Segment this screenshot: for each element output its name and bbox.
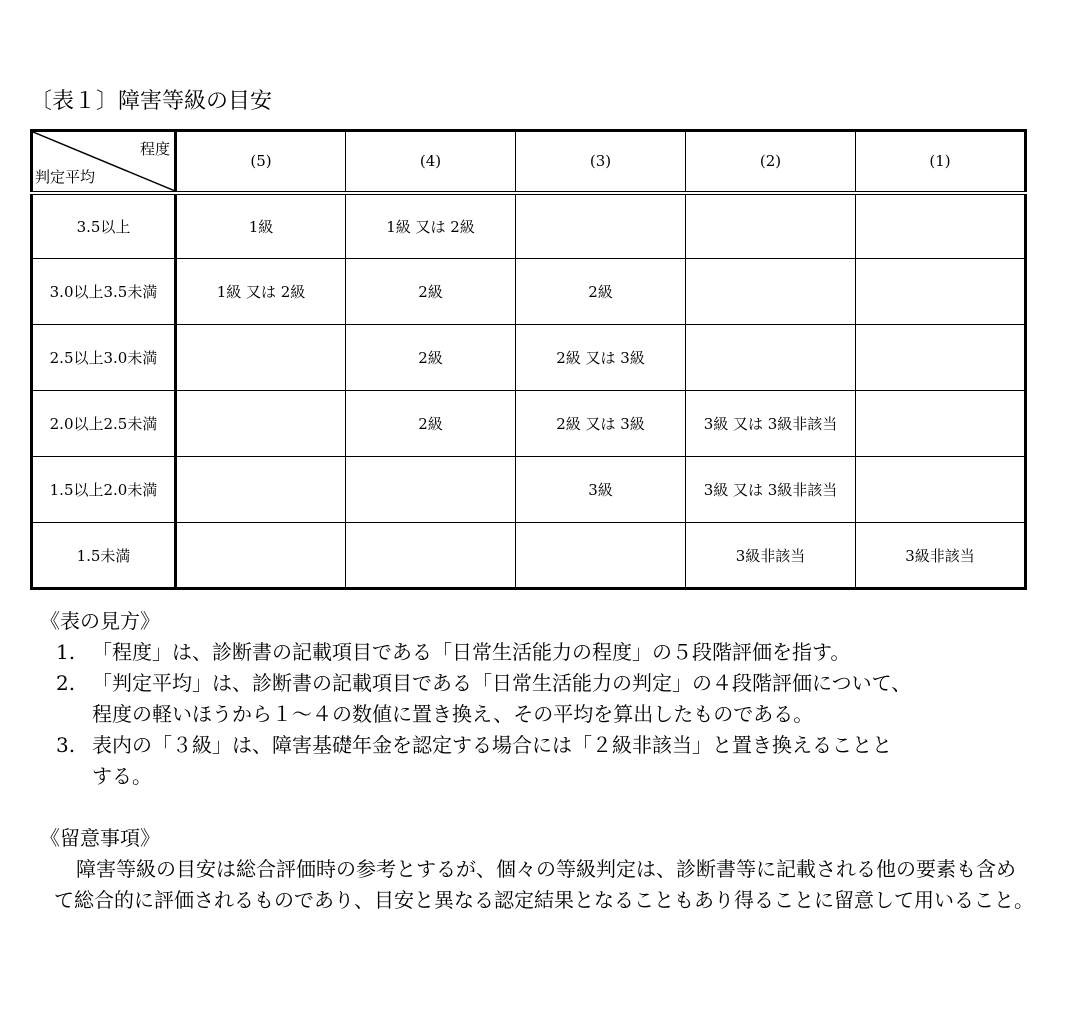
table-cell: 1級 又は 2級 bbox=[176, 259, 346, 325]
table-cell bbox=[686, 193, 856, 259]
note-text: 「判定平均」は、診断書の記載項目である「日常生活能力の判定」の４段階評価について、 程度の軽いほうから１～４の数値に置き換え、その平均を算出したものである。 bbox=[92, 671, 912, 726]
row-label: 3.5以上 bbox=[32, 193, 176, 259]
table-cell bbox=[346, 523, 516, 589]
note-text: 表内の「３級」は、障害基礎年金を認定する場合には「２級非該当」と置き換えることと する。 bbox=[92, 733, 892, 788]
table-cell bbox=[856, 391, 1026, 457]
column-header: (5) bbox=[176, 131, 346, 193]
table-cell bbox=[856, 457, 1026, 523]
table-cell: 2級 又は 3級 bbox=[516, 325, 686, 391]
column-header: (2) bbox=[686, 131, 856, 193]
table-row bbox=[32, 325, 1026, 391]
table-row bbox=[32, 523, 1026, 589]
table-cell: 2級 bbox=[346, 325, 516, 391]
table-cell bbox=[346, 457, 516, 523]
row-label: 2.5以上3.0未満 bbox=[32, 325, 176, 391]
note-number: 2. bbox=[56, 671, 76, 695]
table-row bbox=[32, 259, 1026, 325]
table-title: 〔表１〕障害等級の目安 bbox=[30, 89, 273, 114]
table-cell: 1級 bbox=[176, 193, 346, 259]
note-number: 1. bbox=[56, 640, 76, 664]
table-row bbox=[32, 391, 1026, 457]
table-header-row bbox=[32, 131, 1026, 193]
table-cell: 3級非該当 bbox=[856, 523, 1026, 589]
remarks-text: 障害等級の目安は総合評価時の参考とするが、個々の等級判定は、診断書等に記載される他の要素も含めて総合的に評価されるものであり、目安と異なる認定結果となることもあり得ることに留意して用いること。 bbox=[54, 857, 1034, 912]
notes-section bbox=[40, 606, 1040, 916]
table-cell: 3級非該当 bbox=[686, 523, 856, 589]
table-cell: 3級 又は 3級非該当 bbox=[686, 391, 856, 457]
row-label: 1.5未満 bbox=[32, 523, 176, 589]
note-item bbox=[56, 668, 1040, 730]
corner-header-cell bbox=[32, 131, 176, 193]
row-label: 1.5以上2.0未満 bbox=[32, 457, 176, 523]
table-cell bbox=[856, 193, 1026, 259]
table-cell bbox=[856, 259, 1026, 325]
row-label: 3.0以上3.5未満 bbox=[32, 259, 176, 325]
column-header: (1) bbox=[856, 131, 1026, 193]
column-header: (3) bbox=[516, 131, 686, 193]
table-cell bbox=[686, 325, 856, 391]
table-cell: 1級 又は 2級 bbox=[346, 193, 516, 259]
table-row bbox=[32, 457, 1026, 523]
table-cell bbox=[176, 523, 346, 589]
row-label: 2.0以上2.5未満 bbox=[32, 391, 176, 457]
note-item bbox=[56, 730, 1040, 792]
how-to-read-heading: 《表の見方》 bbox=[40, 609, 160, 633]
note-text: 「程度」は、診断書の記載項目である「日常生活能力の程度」の５段階評価を指す。 bbox=[92, 640, 851, 664]
table-cell: 2級 bbox=[346, 259, 516, 325]
disability-grade-table bbox=[30, 129, 1027, 590]
note-item bbox=[56, 637, 1040, 668]
table-cell: 2級 又は 3級 bbox=[516, 391, 686, 457]
table-cell bbox=[516, 523, 686, 589]
table-cell: 3級 又は 3級非該当 bbox=[686, 457, 856, 523]
note-number: 3. bbox=[56, 733, 76, 757]
table-cell bbox=[516, 193, 686, 259]
table-cell: 2級 bbox=[346, 391, 516, 457]
table-cell bbox=[176, 325, 346, 391]
table-cell bbox=[686, 259, 856, 325]
table-cell bbox=[856, 325, 1026, 391]
judgment-average-header-label: 判定平均 bbox=[35, 167, 96, 186]
table-cell bbox=[176, 457, 346, 523]
table-cell: 3級 bbox=[516, 457, 686, 523]
table-cell: 2級 bbox=[516, 259, 686, 325]
column-header: (4) bbox=[346, 131, 516, 193]
degree-header-label: 程度 bbox=[139, 140, 170, 158]
remarks-heading: 《留意事項》 bbox=[40, 826, 160, 850]
table-cell bbox=[176, 391, 346, 457]
table-row bbox=[32, 193, 1026, 259]
